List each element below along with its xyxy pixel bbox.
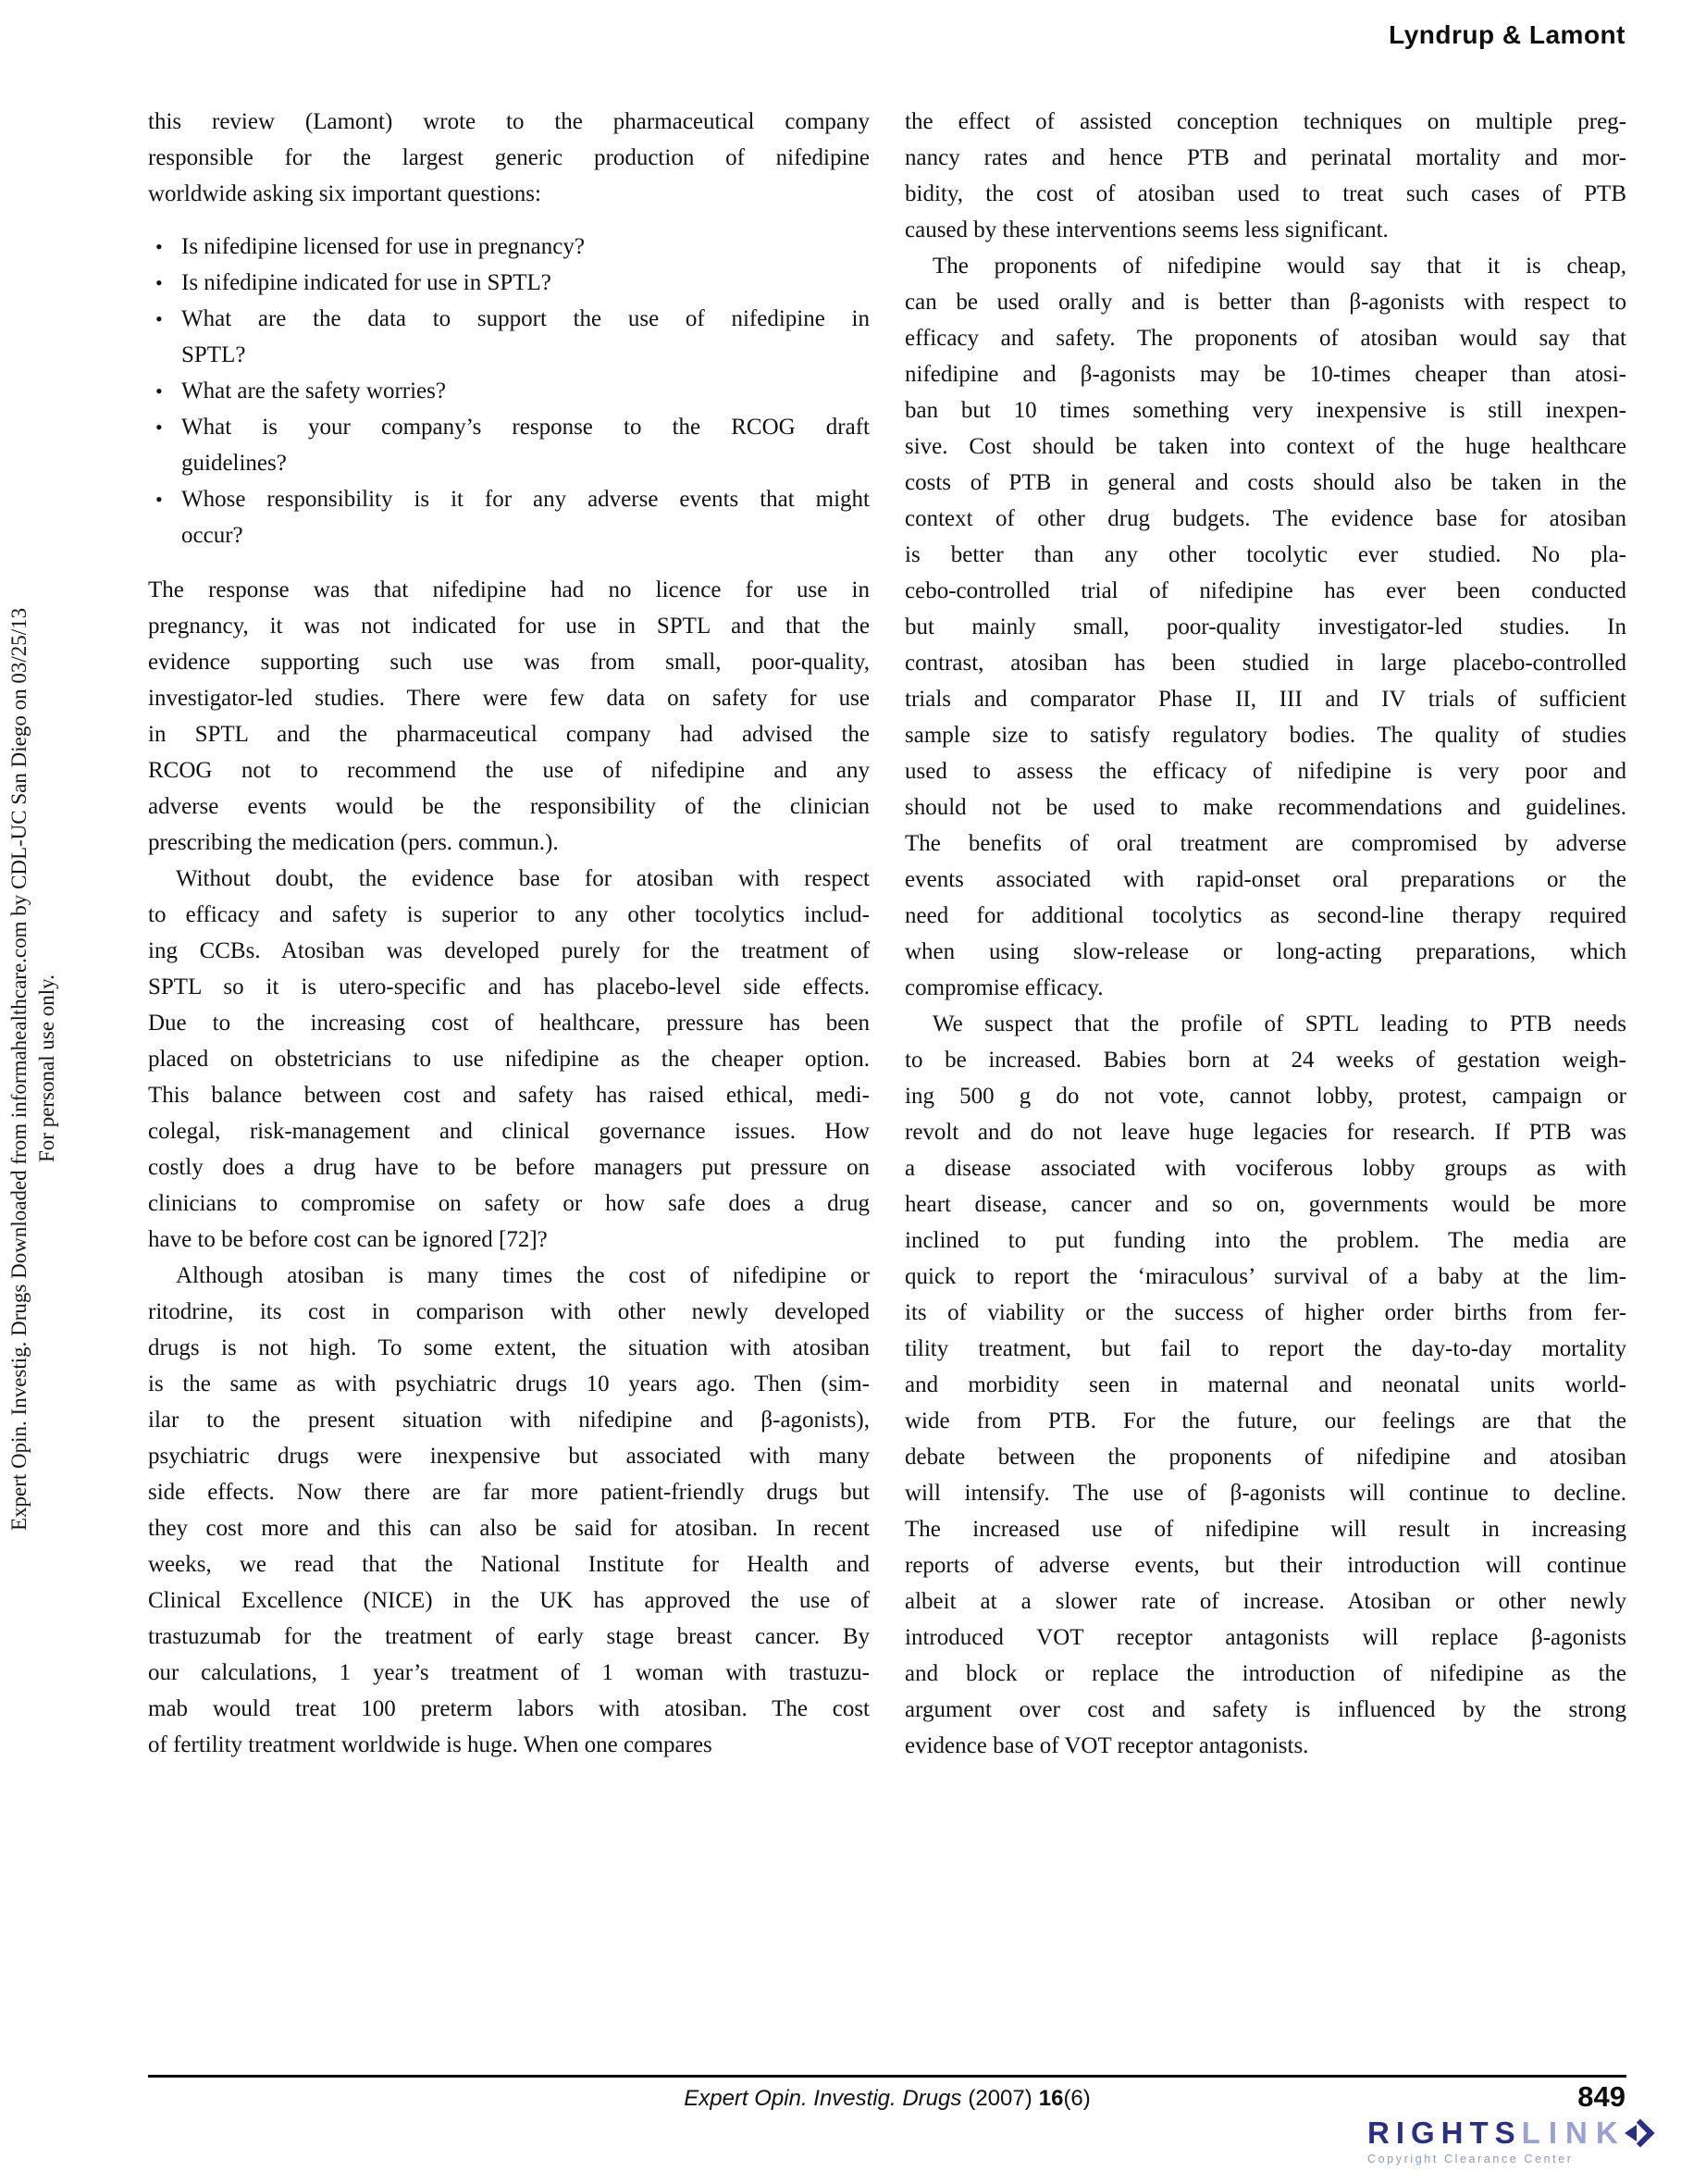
running-head-authors: Lyndrup & Lamont xyxy=(1389,20,1626,49)
rightslink-wordmark xyxy=(1367,2116,1682,2151)
rightslink-tagline: Copyright Clearance Center xyxy=(1367,2153,1574,2165)
text-line: The increased use of nifedipine will result in increasing xyxy=(905,1517,1626,1542)
text-line: colegal, risk-management and clinical governance issues. How xyxy=(148,1119,870,1144)
citation-volume: 16 xyxy=(1038,2086,1064,2111)
text-line: is better than any other tocolytic ever studied. No pla- xyxy=(905,542,1626,567)
bullet-item xyxy=(148,301,870,373)
text-line: responsible for the largest generic production of nifedipine xyxy=(148,145,870,170)
journal-name: Expert Opin. Investig. Drugs xyxy=(684,2086,962,2111)
text-line: Without doubt, the evidence base for atosiban with respect xyxy=(176,866,870,891)
rightslink-logo[interactable] xyxy=(1367,2116,1682,2165)
text-line: What are the safety worries? xyxy=(181,378,446,403)
text-line: ilar to the present situation with nifedipine and β-agonists), xyxy=(148,1408,870,1433)
text-line: and block or replace the introduction of nifedipine as the xyxy=(905,1661,1626,1686)
bullet-text xyxy=(181,229,870,265)
text-line: ing CCBs. Atosiban was developed purely for the treatment of xyxy=(148,938,870,963)
text-line: reports of adverse events, but their introduction will continue xyxy=(905,1553,1626,1578)
bullet-item xyxy=(148,265,870,301)
text-line: and morbidity seen in maternal and neonatal units world- xyxy=(905,1372,1626,1397)
text-line: will intensify. The use of β-agonists will continue to decline. xyxy=(905,1481,1626,1506)
text-line: pregnancy, it was not indicated for use in SPTL and that the xyxy=(148,614,870,639)
text-line: context of other drug budgets. The evidence base for atosiban xyxy=(905,506,1626,531)
text-line: cebo-controlled trial of nifedipine has ever been conducted xyxy=(905,578,1626,603)
text-line: efficacy and safety. The proponents of atosiban would say that xyxy=(905,326,1626,351)
text-line: when using slow-release or long-acting preparations, which xyxy=(905,939,1626,964)
text-line: Clinical Excellence (NICE) in the UK has approved the use of xyxy=(148,1588,870,1613)
bullet-text xyxy=(181,409,870,481)
text-line: SPTL? xyxy=(181,342,246,367)
text-line: occur? xyxy=(181,523,243,548)
text-line: of fertility treatment worldwide is huge. When one compares xyxy=(148,1732,712,1757)
question-bullet-list xyxy=(148,229,870,553)
text-line: to be increased. Babies born at 24 weeks of gestation weigh- xyxy=(905,1048,1626,1073)
bullet-text xyxy=(181,301,870,373)
citation-issue: (6) xyxy=(1063,2086,1091,2111)
text-line: The response was that nifedipine had no licence for use in xyxy=(148,577,870,602)
text-line: Although atosiban is many times the cost of nifedipine or xyxy=(176,1263,870,1288)
text-line: side effects. Now there are far more patient-friendly drugs but xyxy=(148,1480,870,1505)
bullet-marker: • xyxy=(155,488,163,511)
bullet-text xyxy=(181,265,870,301)
text-line: trials and comparator Phase II, III and IV trials of sufficient xyxy=(905,687,1626,712)
text-line: costs of PTB in general and costs should also be taken in the xyxy=(905,470,1626,495)
text-line: a disease associated with vociferous lobby groups as with xyxy=(905,1156,1626,1181)
text-line: should not be used to make recommendations and guidelines. xyxy=(905,795,1626,820)
text-line: quick to report the ‘miraculous’ survival of a baby at the lim- xyxy=(905,1264,1626,1289)
citation-year: (2007) xyxy=(968,2086,1032,2111)
paragraph-we-suspect xyxy=(905,1006,1626,1764)
text-line: events associated with rapid-onset oral preparations or the xyxy=(905,867,1626,892)
text-line: sample size to satisfy regulatory bodies. The quality of studies xyxy=(905,723,1626,748)
text-line: argument over cost and safety is influenced by the strong xyxy=(905,1697,1626,1722)
text-line: What are the data to support the use of nifedipine in xyxy=(181,306,870,331)
footer-rule xyxy=(148,2075,1626,2078)
text-line: worldwide asking six important questions: xyxy=(148,181,541,206)
paragraph-intro xyxy=(148,104,870,212)
text-line: What is your company’s response to the RCOG draft xyxy=(181,415,870,440)
text-line: evidence base of VOT receptor antagonists. xyxy=(905,1733,1309,1758)
text-line: albeit at a slower rate of increase. Atosiban or other newly xyxy=(905,1589,1626,1614)
bullet-marker: • xyxy=(155,307,163,330)
text-line: sive. Cost should be taken into context of the huge healthcare xyxy=(905,434,1626,459)
text-line: This balance between cost and safety has raised ethical, medi- xyxy=(148,1083,870,1108)
text-line: investigator-led studies. There were few data on safety for use xyxy=(148,686,870,711)
bullet-marker: • xyxy=(155,379,163,403)
text-line: nancy rates and hence PTB and perinatal mortality and mor- xyxy=(905,145,1626,170)
text-line: Due to the increasing cost of healthcare, pressure has been xyxy=(148,1011,870,1036)
rightslink-rights-text: RIGHTS xyxy=(1367,2116,1522,2150)
text-line: tility treatment, but fail to report the day-to-day mortality xyxy=(905,1336,1626,1361)
text-line: used to assess the efficacy of nifedipine is very poor and xyxy=(905,759,1626,784)
rightslink-arrow-icon xyxy=(1625,2123,1650,2143)
text-line: but mainly small, poor-quality investigator-led studies. In xyxy=(905,614,1626,639)
text-line: evidence supporting such use was from small, poor-quality, xyxy=(148,650,870,675)
text-line: contrast, atosiban has been studied in large placebo-controlled xyxy=(905,651,1626,676)
download-notice-line: Expert Opin. Investig. Drugs Downloaded from informahealthcare.com by CDL-UC San Diego on 03/25/13 xyxy=(7,607,31,1531)
bullet-marker: • xyxy=(155,271,163,294)
text-line: nifedipine and β-agonists may be 10-times cheaper than atosi- xyxy=(905,362,1626,387)
bullet-text xyxy=(181,481,870,553)
text-line: caused by these interventions seems less significant. xyxy=(905,217,1389,242)
text-line: bidity, the cost of atosiban used to treat such cases of PTB xyxy=(905,181,1626,206)
text-line: this review (Lamont) wrote to the pharmaceutical company xyxy=(148,109,870,134)
text-line: RCOG not to recommend the use of nifedipine and any xyxy=(148,758,870,783)
text-line: SPTL so it is utero-specific and has placebo-level side effects. xyxy=(148,974,870,999)
bullet-marker: • xyxy=(155,416,163,439)
text-line: We suspect that the profile of SPTL leading to PTB needs xyxy=(933,1011,1626,1036)
text-line: weeks, we read that the National Institute for Health and xyxy=(148,1552,870,1577)
footer-citation xyxy=(148,2086,1626,2112)
text-line: its of viability or the success of higher order births from fer- xyxy=(905,1300,1626,1325)
text-line: is the same as with psychiatric drugs 10 years ago. Then (sim- xyxy=(148,1371,870,1396)
bullet-item xyxy=(148,229,870,265)
text-line: guidelines? xyxy=(181,451,287,476)
left-column xyxy=(148,104,870,1764)
text-line: need for additional tocolytics as second-line therapy required xyxy=(905,903,1626,928)
text-line: to efficacy and safety is superior to any other tocolytics includ- xyxy=(148,902,870,927)
paragraph-response xyxy=(148,572,870,861)
text-line: trastuzumab for the treatment of early stage breast cancer. By xyxy=(148,1624,870,1649)
text-line: ritodrine, its cost in comparison with other newly developed xyxy=(148,1299,870,1324)
text-line: our calculations, 1 year’s treatment of 1 woman with trastuzu- xyxy=(148,1660,870,1685)
text-line: heart disease, cancer and so on, governments would be more xyxy=(905,1192,1626,1217)
text-line: ban but 10 times something very inexpensive is still inexpen- xyxy=(905,398,1626,423)
text-line: revolt and do not leave huge legacies for research. If PTB was xyxy=(905,1120,1626,1145)
bullet-item xyxy=(148,481,870,553)
text-line: drugs is not high. To some extent, the situation with atosiban xyxy=(148,1335,870,1360)
text-line: ing 500 g do not vote, cannot lobby, protest, campaign or xyxy=(905,1084,1626,1109)
text-line: psychiatric drugs were inexpensive but associated with many xyxy=(148,1444,870,1469)
text-line: prescribing the medication (pers. commun.). xyxy=(148,830,559,855)
text-line: introduced VOT receptor antagonists will replace β-agonists xyxy=(905,1625,1626,1650)
text-line: debate between the proponents of nifedipine and atosiban xyxy=(905,1445,1626,1470)
text-line: adverse events would be the responsibility of the clinician xyxy=(148,794,870,819)
text-line: The benefits of oral treatment are compromised by adverse xyxy=(905,831,1626,856)
bullet-item xyxy=(148,373,870,409)
text-line: Is nifedipine licensed for use in pregnancy? xyxy=(181,234,585,259)
bullet-marker: • xyxy=(155,235,163,258)
bullet-text xyxy=(181,373,870,409)
right-column xyxy=(905,104,1626,1764)
page-number: 849 xyxy=(1577,2080,1626,2113)
download-notice-sidebar xyxy=(7,514,59,1624)
arrow-chevron-icon xyxy=(1626,2118,1654,2147)
text-line: they cost more and this can also be said for atosiban. In recent xyxy=(148,1516,870,1541)
text-line: Whose responsibility is it for any adverse events that might xyxy=(181,487,870,512)
text-line: compromise efficacy. xyxy=(905,975,1104,1000)
text-line: wide from PTB. For the future, our feelings are that the xyxy=(905,1408,1626,1433)
bullet-item xyxy=(148,409,870,481)
article-body xyxy=(148,104,1626,1764)
text-line: can be used orally and is better than β-agonists with respect to xyxy=(905,290,1626,315)
text-line: inclined to put funding into the problem. The media are xyxy=(905,1228,1626,1253)
paragraph-proponents xyxy=(905,248,1626,1006)
paragraph-although-atosiban xyxy=(148,1258,870,1763)
text-line: costly does a drug have to be before managers put pressure on xyxy=(148,1155,870,1180)
text-line: the effect of assisted conception techniques on multiple preg- xyxy=(905,109,1626,134)
paragraph-without-doubt xyxy=(148,861,870,1258)
paragraph-assisted-conception xyxy=(905,104,1626,248)
text-line: Is nifedipine indicated for use in SPTL? xyxy=(181,270,551,295)
personal-use-line: For personal use only. xyxy=(35,974,58,1163)
text-line: The proponents of nifedipine would say that it is cheap, xyxy=(933,254,1626,279)
text-line: in SPTL and the pharmaceutical company had advised the xyxy=(148,722,870,747)
text-line: clinicians to compromise on safety or how safe does a drug xyxy=(148,1191,870,1216)
text-line: placed on obstetricians to use nifedipine as the cheaper option. xyxy=(148,1047,870,1072)
text-line: mab would treat 100 preterm labors with atosiban. The cost xyxy=(148,1696,870,1721)
text-line: have to be before cost can be ignored [72]? xyxy=(148,1227,548,1252)
rightslink-link-text: LINK xyxy=(1521,2116,1626,2150)
